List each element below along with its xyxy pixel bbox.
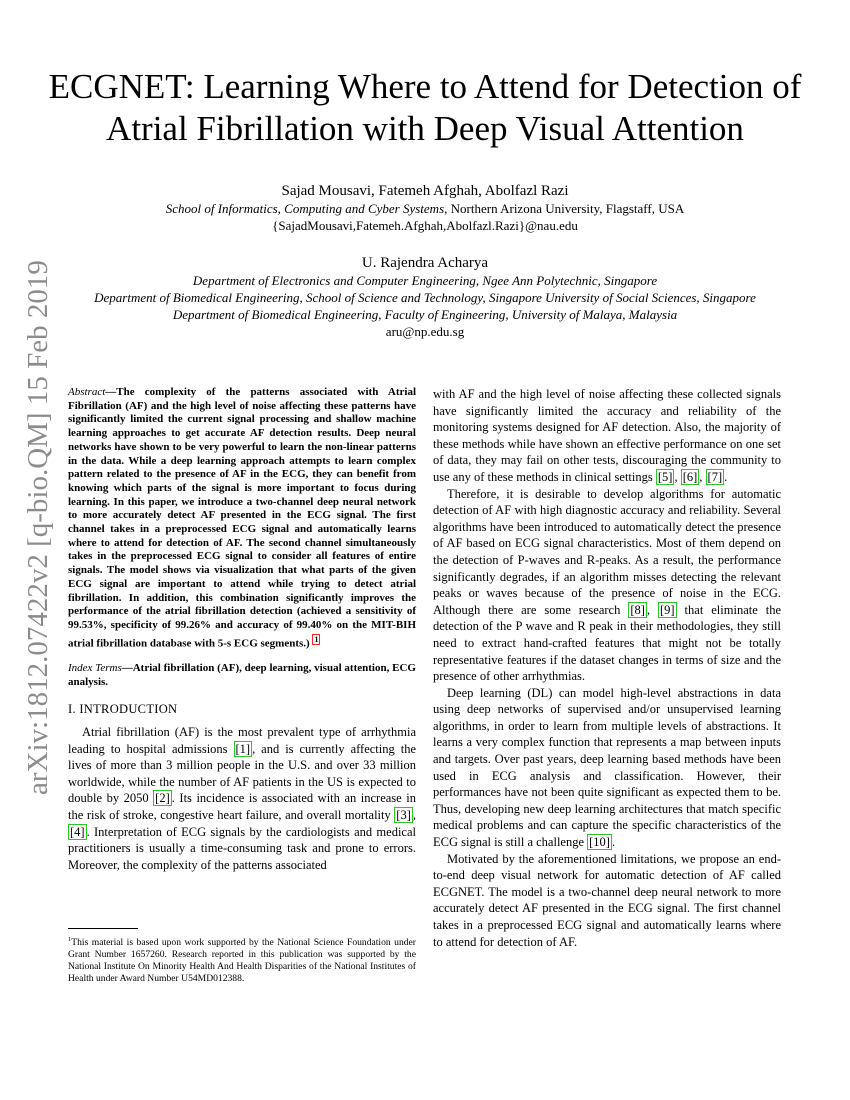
left-column: [68, 386, 416, 873]
abstract-label: Abstract: [68, 386, 106, 398]
affiliation-2a: Department of Electronics and Computer Engineering, Ngee Ann Polytechnic, Singapore: [192, 273, 658, 288]
index-terms-text: —Atrial fibrillation (AF), deep learning, visual attention, ECG analysis.: [68, 662, 416, 688]
paper-title: ECGNET: Learning Where to Attend for Detection of Atrial Fibrillation with Deep Visual Attention: [48, 67, 802, 148]
footnote-rule: [68, 928, 138, 929]
author-names-1: Sajad Mousavi, Fatemeh Afghah, Abolfazl Razi: [281, 183, 569, 199]
footnote: $^1$This material is based upon work supported by the National Science Foundation under Grant Number 1657260. Research reported in this publication was supported by the National Institute On Minority Health And Health Disparities of the National Institutes of Health under Award Number U54MD012388.: [68, 936, 416, 985]
author-group-2: [20, 254, 830, 340]
citation-link[interactable]: [8]: [630, 602, 645, 617]
abstract-text: —The complexity of the patterns associated with Atrial Fibrillation (AF) and the high level of noise affecting these patterns have significantly limited the current signal processing and shallow machine learning approaches to get accurate AF detection results. Deep neural networks have shown to be very powerful to learn the non-linear patterns in the data. While a deep learning approach attempts to learn complex pattern related to the presence of AF in the ECG, they can benefit from knowing which parts of the signal is more important to focus during learning. In this paper, we introduce a two-channel deep neural network to more accurately detect AF presented in the ECG signal. The first channel takes in a preprocessed ECG signal and automatically learns where to attend for detection of AF. The second channel simultaneously takes in the preprocessed ECG signal to consider all features of entire signals. The model shows via visualization that what parts of the given ECG signal are important to attend while trying to detect atrial fibrillation. In addition, this combination significantly improves the performance of the atrial fibrillation detection (achieved a sensitivity of 99.53%, specificity of 99.26% and accuracy of 99.40% on the MIT-BIH atrial fibrillation database with 5-s ECG segments.): [68, 386, 416, 650]
citation-link[interactable]: [10]: [589, 835, 610, 850]
body-paragraph: Deep learning (DL) can model high-level abstractions in data using deep networks of supervised and/or unsupervised learning algorithms, in order to learn from multiple levels of abstractions. It learns a very complex function that represents a map between inputs and targets. Over past years, deep learning based methods have been used in ECG analysis and classification. However, their performances have not been quite significant as expected them to be. Thus, developing new deep learning architectures that match specific medical problems and can capture the specific characteristics of the ECG signal is still a challenge [10] .: [433, 685, 781, 850]
author-group-1: [20, 182, 830, 234]
affiliation-1-university: , Northern Arizona University, Flagstaff, USA: [444, 201, 685, 216]
citation-link[interactable]: [2]: [155, 791, 170, 806]
citation-link[interactable]: [5]: [657, 469, 673, 484]
body-paragraph: with AF and the high level of noise affecting these collected signals have significantly limited the accuracy and reliability of the monitoring systems designed for AF detection. Also, the majority of these methods while have shown an effective performance on one set of data, they may fail on other tests, discouraging the community to use any of these methods in clinical settings [5] , [6] , [7] .: [433, 387, 781, 484]
right-column: [433, 386, 781, 950]
section-heading-introduction: I. INTRODUCTION: [68, 702, 178, 717]
affiliation-1: [20, 200, 830, 217]
footnote-link[interactable]: 1: [314, 634, 319, 644]
citation-link[interactable]: [3]: [396, 807, 411, 822]
citation-link[interactable]: [7]: [707, 469, 723, 484]
author-names-2: U. Rajendra Acharya: [361, 255, 489, 271]
author-email-2: aru@np.edu.sg: [385, 324, 465, 339]
arxiv-identifier: arXiv:1812.07422v2 [q-bio.QM] 15 Feb 2019: [22, 260, 54, 795]
citation-link[interactable]: [6]: [682, 469, 698, 484]
citation-link[interactable]: [4]: [70, 824, 85, 839]
abstract: [68, 386, 416, 689]
citation-link[interactable]: [1]: [235, 741, 251, 756]
intro-paragraph: Atrial fibrillation (AF) is the most prevalent type of arrhythmia leading to hospital admissions [1] , and is currently affecting the lives of more than 3 million people in the U.S. and over 33 million worldwide, while the number of AF patients in the US is expected to double by 2050 [2] . Its incidence is associated with an increase in the risk of stroke, congestive heart failure, and overall mortality [3] , [4] . Interpretation of ECG signals by the cardiologists and medical practitioners is usually a time-consuming task and prone to errors. Moreover, the complexity of the patterns associated: [68, 725, 416, 872]
affiliation-1-school: School of Informatics, Computing and Cyber Systems: [165, 201, 445, 216]
author-email-1: {SajadMousavi,Fatemeh.Afghah,Abolfazl.Razi}@nau.edu: [272, 218, 578, 233]
citation-link[interactable]: [9]: [660, 602, 675, 617]
affiliation-2c: Department of Biomedical Engineering, Faculty of Engineering, University of Malaya, Malaysia: [172, 307, 678, 322]
affiliation-2b: Department of Biomedical Engineering, School of Science and Technology, Singapore University of Social Sciences, Singapore: [94, 290, 756, 305]
body-paragraph: Motivated by the aforementioned limitations, we propose an end-to-end deep visual network for automatic detection of AF called ECGNET. The model is a two-channel deep neural network to more accurately detect AF presented in the ECG signal. The first channel takes in a preprocessed ECG signal and automatically learns where to attend for detection of AF.: [433, 851, 781, 949]
body-paragraph: Therefore, it is desirable to develop algorithms for automatic detection of AF with high diagnostic accuracy and reliability. Several algorithms have been introduced to automatically detect the presence of AF based on ECG signal characteristics. Most of them depend on the detection of P-waves and R-peaks. As a result, the performance significantly degrades, if an algorithm misses detecting the relevant peaks or waves because of the presence of noise in the ECG. Although there are some research [8] , [9] that eliminate the detection of the P wave and R peak in their methodologies, they still need to extract hand-crafted features that might not be totally representative features if the dataset changes in terms of size and the presence of other arrhythmias.: [433, 486, 782, 684]
index-terms-label: Index Terms: [68, 662, 122, 675]
